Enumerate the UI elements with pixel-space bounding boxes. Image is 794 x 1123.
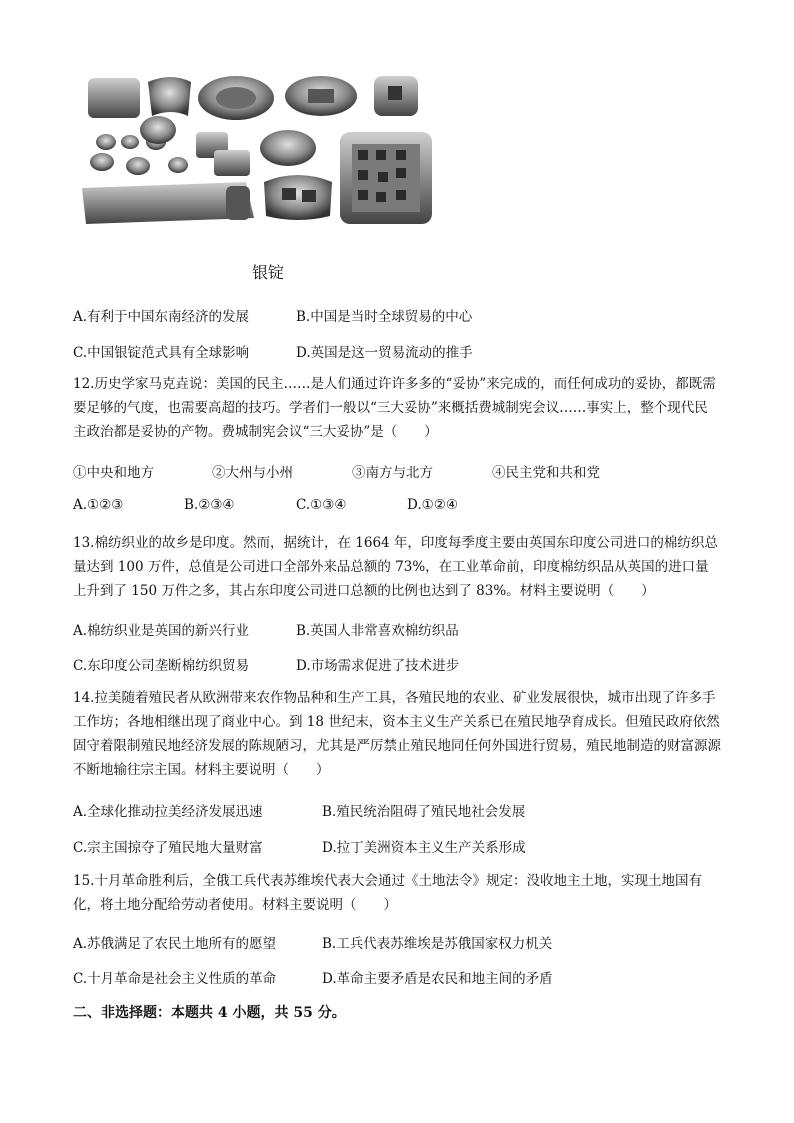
q13-option-d: D.市场需求促进了技术进步 [296, 658, 460, 674]
q12-stem: 12.历史学家马克垚说：美国的民主……是人们通过许许多多的“妥协”来完成的，而任何成功的妥协，都既需要足够的气度，也需要高超的技巧。学者们一般以“三大妥协”来概括费城制宪会议……事实上，整个现代民主政治都是妥协的产物。费城制宪会议“三大妥协”是（ ） [73, 376, 716, 440]
q15-stem: 15.十月革命胜利后，全俄工兵代表苏维埃代表大会通过《土地法令》规定：没收地主土地，实现土地国有化，将土地分配给劳动者使用。材料主要说明（ ） [73, 873, 702, 913]
q12-item-2: ②大州与小州 [212, 465, 293, 481]
q12-option-c: C.①③④ [296, 497, 347, 513]
q14-option-a: A.全球化推动拉美经济发展迅速 [73, 804, 263, 820]
q12-item-4: ④民主党和共和党 [492, 465, 600, 481]
q12-option-a: A.①②③ [73, 497, 124, 513]
q11-option-d: D.英国是这一贸易流动的推手 [296, 345, 473, 361]
q15-option-b: B.工兵代表苏维埃是苏俄国家权力机关 [322, 936, 553, 952]
figure-caption: 银锭 [252, 263, 285, 282]
section-2-heading: 二、非选择题：本题共 4 小题，共 55 分。 [73, 1005, 346, 1021]
q13-option-c: C.东印度公司垄断棉纺织贸易 [73, 658, 250, 674]
q14-option-d: D.拉丁美洲资本主义生产关系形成 [322, 840, 526, 856]
q13-stem: 13.棉纺织业的故乡是印度。然而，据统计，在 1664 年，印度每季度主要由英国东印度公司进口的棉纺织总量达到 100 万件，总值是公司进口全部外来品总额的 73%，在工业革命前，印度棉纺织品从英国的进口量上升到了 150 万件之多，其占东印度公司进口总额的比例也达到了 83%。材料主要说明（ ） [73, 535, 718, 599]
q12-item-1: ①中央和地方 [73, 465, 154, 481]
q15-option-d: D.革命主要矛盾是农民和地主间的矛盾 [322, 971, 553, 987]
q15-option-a: A.苏俄满足了农民土地所有的愿望 [73, 936, 277, 952]
q11-option-c: C.中国银锭范式具有全球影响 [73, 345, 250, 361]
q11-option-a: A.有利于中国东南经济的发展 [73, 309, 250, 325]
q11-option-b: B.中国是当时全球贸易的中心 [296, 309, 473, 325]
q13-option-a: A.棉纺织业是英国的新兴行业 [73, 623, 250, 639]
q14-option-b: B.殖民统治阻碍了殖民地社会发展 [322, 804, 526, 820]
q14-stem: 14.拉美随着殖民者从欧洲带来农作物品种和生产工具，各殖民地的农业、矿业发展很快，城市出现了许多手工作坊；各地相继出现了商业中心。到 18 世纪末，资本主义生产关系已在殖民地孕育成长。但殖民政府依然固守着限制殖民地经济发展的陈规陋习，尤其是严厉禁止殖民地同任何外国进行贸易，殖民地制造的财富源源不断地输往宗主国。材料主要说明（ ） [73, 690, 721, 778]
q12-option-b: B.②③④ [184, 497, 235, 513]
q12-option-d: D.①②④ [407, 497, 458, 513]
q13-option-b: B.英国人非常喜欢棉纺织品 [296, 623, 459, 639]
silver-ingots-image [76, 70, 436, 235]
q12-item-3: ③南方与北方 [352, 465, 433, 481]
q15-option-c: C.十月革命是社会主义性质的革命 [73, 971, 277, 987]
q14-option-c: C.宗主国掠夺了殖民地大量财富 [73, 840, 263, 856]
